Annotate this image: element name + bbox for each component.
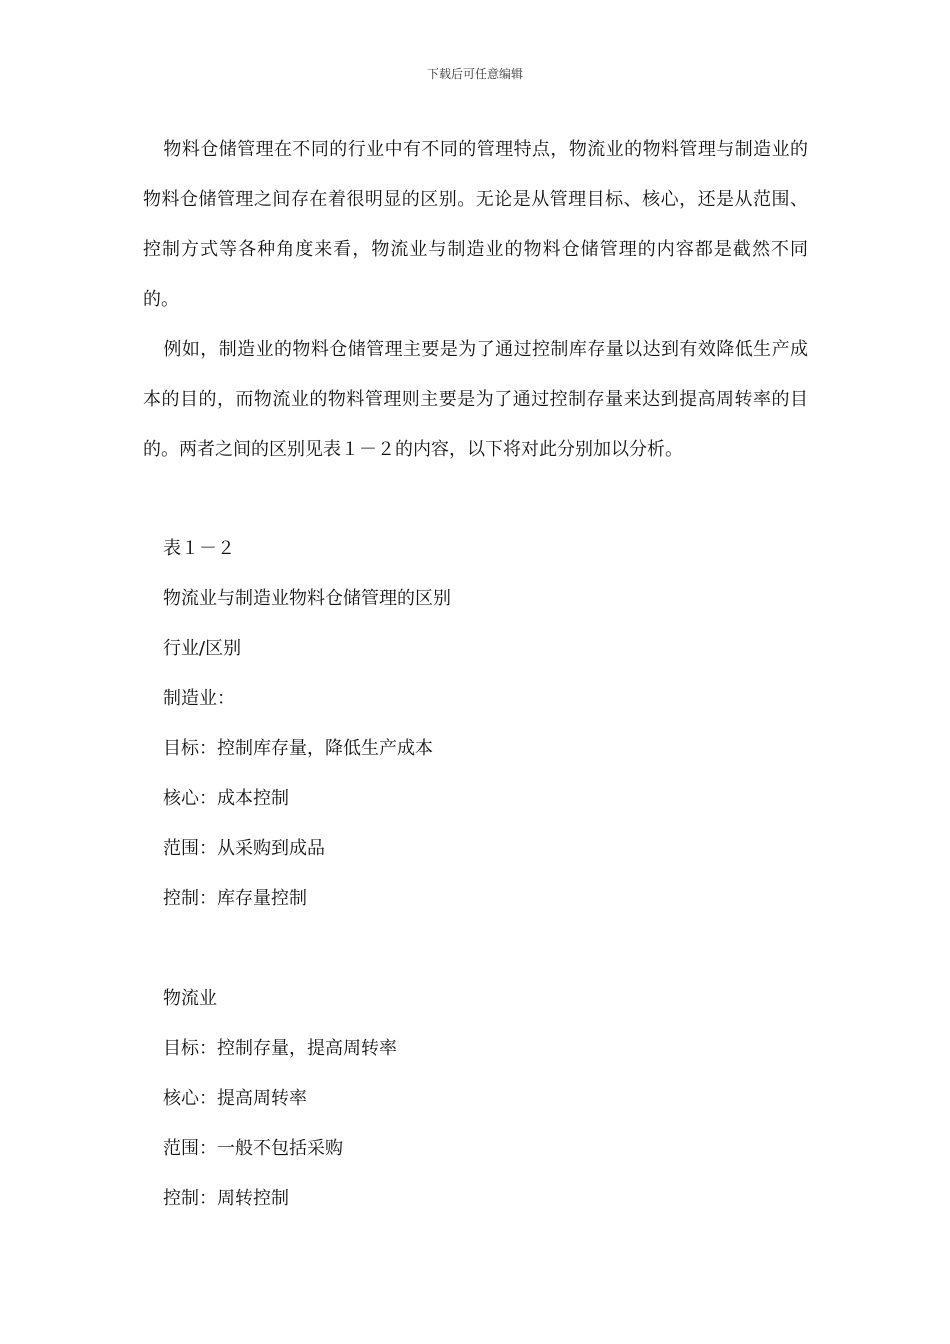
logistics-section xyxy=(163,974,803,1224)
logistics-core: 核心：提高周转率 xyxy=(163,1088,307,1109)
manufacturing-scope: 范围：从采购到成品 xyxy=(163,838,325,859)
logistics-control: 控制：周转控制 xyxy=(163,1188,289,1209)
manufacturing-section xyxy=(163,674,803,924)
logistics-title: 物流业 xyxy=(163,988,217,1009)
manufacturing-core: 核心：成本控制 xyxy=(163,788,289,809)
paragraph-intro-text: 物料仓储管理在不同的行业中有不同的管理特点，物流业的物料管理与制造业的物料仓储管理之间存在着很明显的区别。无论是从管理目标、核心，还是从范围、控制方式等各种角度来看，物流业与制造业的物料仓储管理的内容都是截然不同的。 xyxy=(143,139,808,310)
logistics-goal: 目标：控制存量，提高周转率 xyxy=(163,1038,397,1059)
page-header: 下载后可任意编辑 xyxy=(426,67,523,81)
paragraph-intro xyxy=(143,125,808,325)
table-caption: 物流业与制造业物料仓储管理的区别 xyxy=(163,588,451,609)
table-number: 表１－２ xyxy=(163,538,235,559)
comparison-table xyxy=(163,524,803,1224)
section-gap xyxy=(163,924,803,974)
paragraph-example-text: 例如，制造业的物料仓储管理主要是为了通过控制库存量以达到有效降低生产成本的目的，而物流业的物料管理则主要是为了通过控制存量来达到提高周转率的目的。两者之间的区别见表１－２的内容，以下将对此分别加以分析。 xyxy=(143,339,808,460)
manufacturing-control: 控制：库存量控制 xyxy=(163,888,307,909)
logistics-scope: 范围：一般不包括采购 xyxy=(163,1138,343,1159)
paragraph-example xyxy=(143,325,808,475)
manufacturing-title: 制造业： xyxy=(163,688,235,709)
manufacturing-goal: 目标：控制库存量，降低生产成本 xyxy=(163,738,433,759)
table-header-label: 行业/区别 xyxy=(163,638,242,659)
